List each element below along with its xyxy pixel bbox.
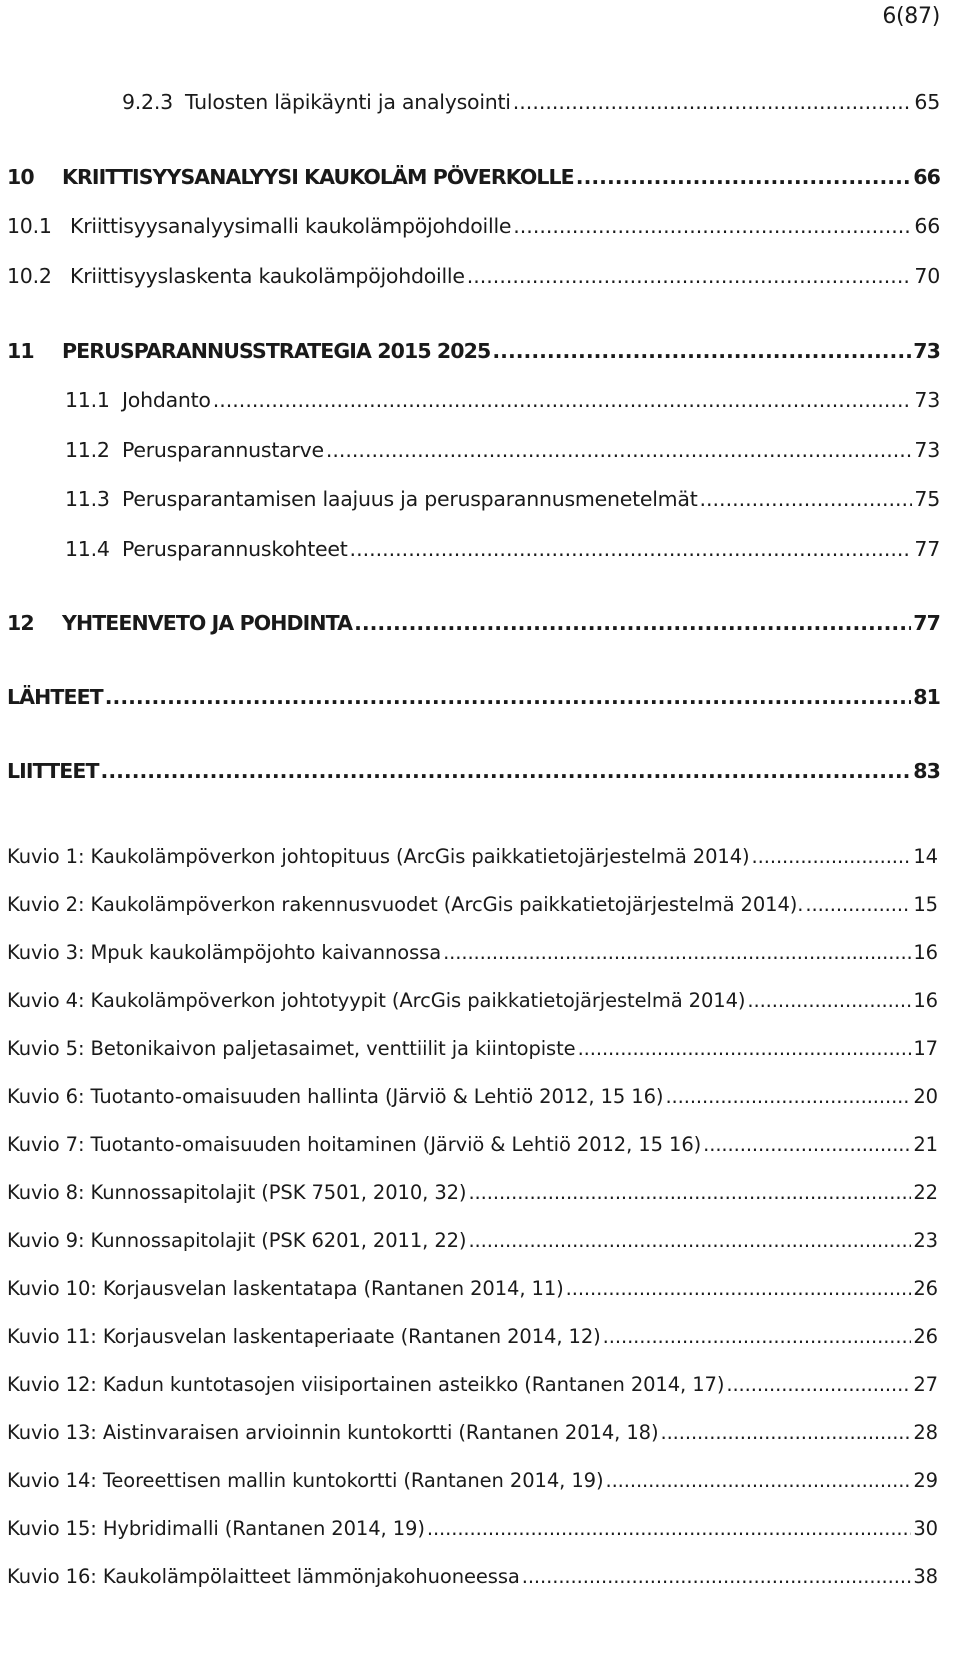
figure-title: Kuvio 7: Tuotanto-omaisuuden hoitaminen (Järviö & Lehtiö 2012, 15 16) [7, 1133, 702, 1156]
toc-number: 11.4 [65, 537, 110, 561]
toc-number: 10.2 [7, 264, 52, 288]
toc-title: KRIITTISYYSANALYYSI KAUKOLÄM PÖVERKOLLE [62, 165, 574, 189]
dot-leader [468, 1229, 911, 1252]
dot-leader [805, 893, 911, 916]
toc-number: 10 [7, 165, 34, 189]
figure-page: 30 [913, 1517, 938, 1540]
toc-title: Perusparannustarve [122, 438, 324, 462]
toc-number: 11.3 [65, 487, 110, 511]
toc-title: Perusparantamisen laajuus ja perusparannusmenetelmät [122, 487, 698, 511]
toc-title: Perusparannuskohteet [122, 537, 348, 561]
figure-page: 17 [913, 1037, 938, 1060]
dot-leader [467, 264, 913, 288]
figure-entry[interactable] [7, 1325, 938, 1348]
figure-entry[interactable] [7, 1277, 938, 1300]
toc-entry-10[interactable] [7, 165, 940, 189]
figure-entry[interactable] [7, 1085, 938, 1108]
dot-leader [522, 1565, 912, 1588]
toc-page: 77 [913, 611, 940, 635]
dot-leader [443, 941, 911, 964]
toc-page: 81 [913, 685, 940, 709]
figure-title: Kuvio 15: Hybridimalli (Rantanen 2014, 19) [7, 1517, 425, 1540]
figure-page: 21 [913, 1133, 938, 1156]
toc-page: 73 [914, 388, 940, 412]
toc-entry-liitteet[interactable] [7, 759, 940, 783]
toc-number: 11 [7, 339, 34, 363]
figure-entry[interactable] [7, 1565, 938, 1588]
toc-title: PERUSPARANNUSSTRATEGIA 2015 2025 [62, 339, 491, 363]
toc-page: 70 [914, 264, 940, 288]
figure-entry[interactable] [7, 1133, 938, 1156]
figure-entry[interactable] [7, 845, 938, 868]
figure-title: Kuvio 13: Aistinvaraisen arvioinnin kuntokortti (Rantanen 2014, 18) [7, 1421, 659, 1444]
figure-entry[interactable] [7, 1037, 938, 1060]
toc-entry-11-1[interactable] [65, 388, 940, 412]
figure-page: 20 [913, 1085, 938, 1108]
toc-page: 66 [914, 214, 940, 238]
figure-page: 26 [913, 1325, 938, 1348]
figure-title: Kuvio 3: Mpuk kaukolämpöjohto kaivannossa [7, 941, 442, 964]
figure-entry[interactable] [7, 1421, 938, 1444]
figure-entry[interactable] [7, 893, 938, 916]
dot-leader [605, 1469, 911, 1492]
toc-title: Tulosten läpikäynti ja analysointi [185, 90, 511, 114]
toc-entry-lahteet[interactable] [7, 685, 940, 709]
dot-leader [513, 214, 912, 238]
figure-page: 26 [913, 1277, 938, 1300]
toc-entry-10-1[interactable] [7, 214, 940, 238]
toc-page: 73 [913, 339, 940, 363]
dot-leader [603, 1325, 912, 1348]
dot-leader [752, 845, 912, 868]
figure-title: Kuvio 9: Kunnossapitolajit (PSK 6201, 2011, 22) [7, 1229, 467, 1252]
figure-entry[interactable] [7, 1181, 938, 1204]
toc-title: Kriittisyysanalyysimalli kaukolämpöjohdoille [70, 214, 512, 238]
figure-entry[interactable] [7, 941, 938, 964]
figure-title: Kuvio 10: Korjausvelan laskentatapa (Rantanen 2014, 11) [7, 1277, 564, 1300]
toc-page: 66 [913, 165, 940, 189]
toc-page: 73 [914, 438, 940, 462]
figure-page: 27 [913, 1373, 938, 1396]
toc-title: LIITTEET [7, 759, 99, 783]
dot-leader [105, 685, 912, 709]
dot-leader [700, 487, 913, 511]
toc-entry-11-4[interactable] [65, 537, 940, 561]
figure-title: Kuvio 11: Korjausvelan laskentaperiaate (Rantanen 2014, 12) [7, 1325, 601, 1348]
dot-leader [354, 611, 911, 635]
toc-page: 77 [914, 537, 940, 561]
dot-leader [101, 759, 912, 783]
toc-number: 11.1 [65, 388, 110, 412]
dot-leader [427, 1517, 912, 1540]
toc-entry-11-2[interactable] [65, 438, 940, 462]
toc-entry-10-2[interactable] [7, 264, 940, 288]
figure-entry[interactable] [7, 1373, 938, 1396]
toc-entry-11-3[interactable] [65, 487, 940, 511]
figure-title: Kuvio 5: Betonikaivon paljetasaimet, venttiilit ja kiintopiste [7, 1037, 576, 1060]
dot-leader [213, 388, 913, 412]
dot-leader [747, 989, 911, 1012]
toc-page: 75 [914, 487, 940, 511]
toc-page: 83 [913, 759, 940, 783]
toc-number: 11.2 [65, 438, 110, 462]
dot-leader [513, 90, 913, 114]
figure-title: Kuvio 8: Kunnossapitolajit (PSK 7501, 2010, 32) [7, 1181, 467, 1204]
figure-title: Kuvio 6: Tuotanto-omaisuuden hallinta (Järviö & Lehtiö 2012, 15 16) [7, 1085, 664, 1108]
dot-leader [703, 1133, 911, 1156]
dot-leader [492, 339, 911, 363]
dot-leader [326, 438, 913, 462]
figure-entry[interactable] [7, 1469, 938, 1492]
figure-title: Kuvio 14: Teoreettisen mallin kuntokortti (Rantanen 2014, 19) [7, 1469, 604, 1492]
toc-number: 12 [7, 611, 34, 635]
dot-leader [665, 1085, 911, 1108]
figure-page: 16 [913, 941, 938, 964]
figure-page: 15 [913, 893, 938, 916]
toc-page: 65 [914, 90, 940, 114]
figure-entry[interactable] [7, 1229, 938, 1252]
figure-title: Kuvio 16: Kaukolämpölaitteet lämmönjakohuoneessa [7, 1565, 520, 1588]
dot-leader [566, 1277, 912, 1300]
figure-page: 23 [913, 1229, 938, 1252]
figure-page: 16 [913, 989, 938, 1012]
dot-leader [468, 1181, 911, 1204]
dot-leader [350, 537, 913, 561]
toc-title: YHTEENVETO JA POHDINTA [62, 611, 353, 635]
toc-entry-12[interactable] [7, 611, 940, 635]
figure-title: Kuvio 1: Kaukolämpöverkon johtopituus (ArcGis paikkatietojärjestelmä 2014) [7, 845, 750, 868]
figure-entry[interactable] [7, 989, 938, 1012]
figure-page: 22 [913, 1181, 938, 1204]
toc-title: Kriittisyyslaskenta kaukolämpöjohdoille [70, 264, 465, 288]
toc-number: 9.2.3 [122, 90, 173, 114]
toc-number: 10.1 [7, 214, 52, 238]
dot-leader [660, 1421, 911, 1444]
figure-entry[interactable] [7, 1517, 938, 1540]
toc-entry-9-2-3[interactable] [122, 90, 940, 114]
dot-leader [578, 1037, 912, 1060]
toc-title: Johdanto [122, 388, 211, 412]
figure-page: 38 [913, 1565, 938, 1588]
figure-page: 14 [913, 845, 938, 868]
figure-title: Kuvio 12: Kadun kuntotasojen viisiportainen asteikko (Rantanen 2014, 17) [7, 1373, 725, 1396]
dot-leader [576, 165, 911, 189]
dot-leader [726, 1373, 911, 1396]
page-number: 6(87) [882, 4, 940, 29]
figure-page: 29 [913, 1469, 938, 1492]
figure-title: Kuvio 2: Kaukolämpöverkon rakennusvuodet (ArcGis paikkatietojärjestelmä 2014). [7, 893, 804, 916]
toc-entry-11[interactable] [7, 339, 940, 363]
figure-page: 28 [913, 1421, 938, 1444]
figure-title: Kuvio 4: Kaukolämpöverkon johtotyypit (ArcGis paikkatietojärjestelmä 2014) [7, 989, 746, 1012]
toc-title: LÄHTEET [7, 685, 103, 709]
